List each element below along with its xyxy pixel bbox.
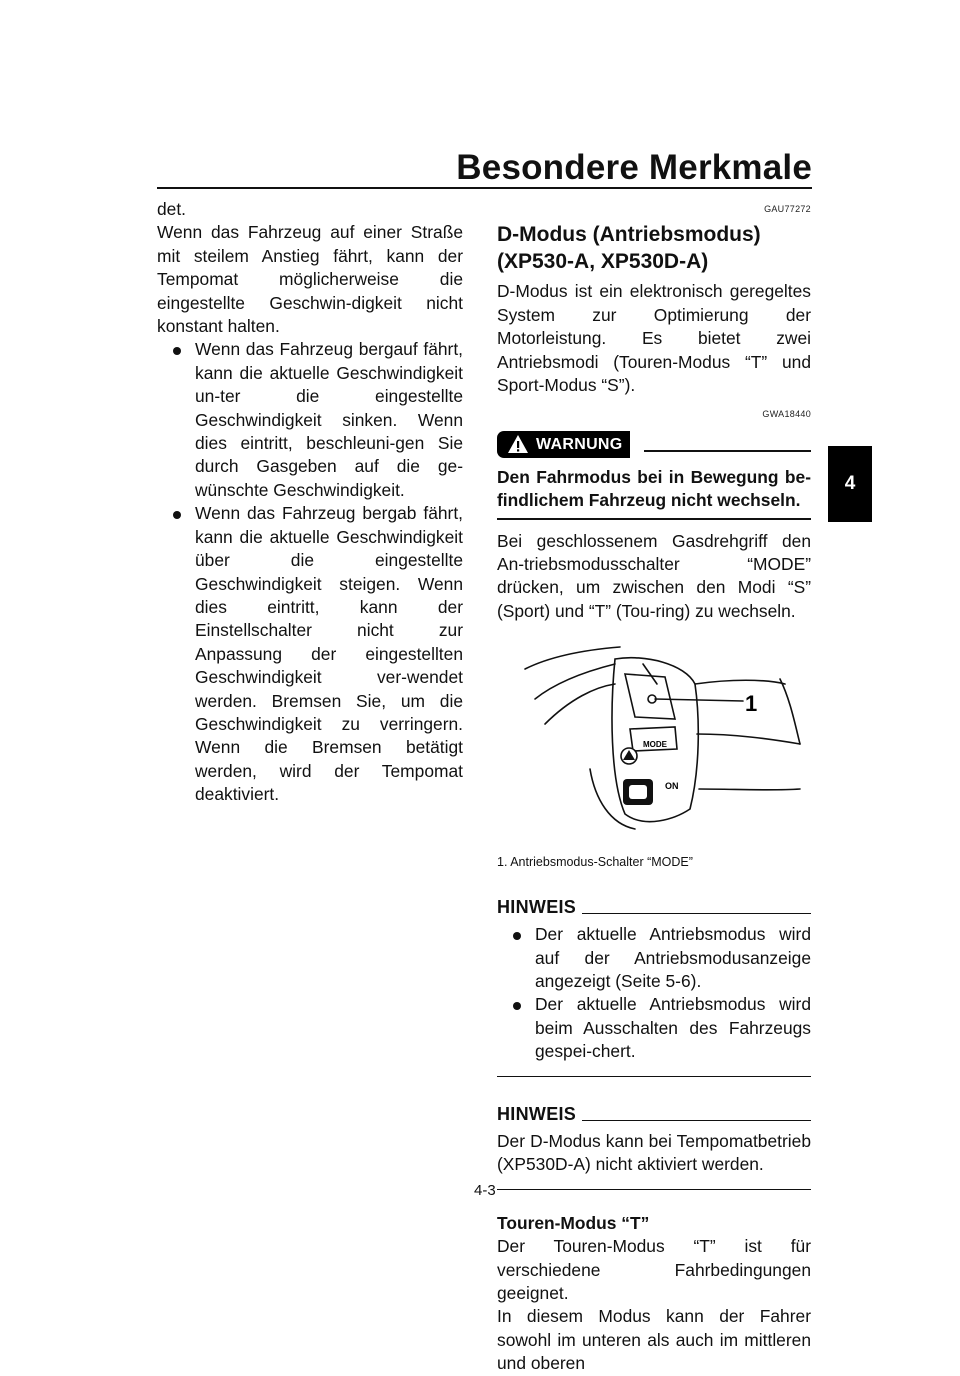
page-number: 4-3 [474,1182,496,1199]
list-item-text: Wenn das Fahrzeug bergauf fährt, kann die aktuelle Geschwindigkeit un-ter die eingestellte Geschwindigkeit sinken. Wenn dies eintritt, beschleuni-gen Sie durch Gasgeben auf die ge-wünschte Geschwindigkeit. [195,339,463,500]
note-end-rule [497,1189,811,1190]
paragraph: Der Touren-Modus “T” ist für verschiedene Fahrbedingungen geeignet. [497,1236,811,1303]
note-label: HINWEIS [497,896,577,917]
list-item [157,338,463,502]
mode-switch-label: MODE [643,740,667,750]
list-item [497,923,811,993]
paragraph: det. [157,199,187,219]
note-text: Der D-Modus kann bei Tempomatbetrieb (XP530D-A) nicht aktiviert werden. [497,1130,811,1175]
list-item-text: Der aktuelle Antriebsmodus wird auf der Antriebsmodusanzeige angezeigt (Seite 5-6). [535,924,811,991]
section-title: D-Modus (Antriebsmodus) (XP530-A, XP530D-A) [497,223,761,274]
list-item [497,993,811,1063]
subsection-heading: Touren-Modus “T” [497,1212,650,1233]
handlebar-switch-illustration [515,639,807,837]
note-header [497,896,811,919]
warning-header [497,431,811,458]
note-rule [582,1120,811,1121]
note-end-rule [497,1076,811,1077]
warning-end-rule [497,518,811,520]
paragraph: Wenn das Fahrzeug auf einer Straße mit steilem Anstieg fährt, kann der Tempomat möglicherweise die eingestellte Geschwin-digkeit nicht konstant halten. [157,222,463,337]
note-bullet-list [497,923,811,1063]
warning-rule [644,450,811,452]
bullet-icon [513,932,521,940]
header-rule [157,187,812,189]
list-item-text: Der aktuelle Antriebsmodus wird beim Ausschalten des Fahrzeugs gespei-chert. [535,994,811,1062]
warning-code: GWA18440 [762,409,811,420]
right-column [497,198,811,1376]
bullet-list [157,338,463,806]
warning-label: WARNUNG [536,435,623,453]
note-header [497,1103,811,1126]
chapter-tab: 4 [828,446,872,522]
on-switch-label: ON [665,781,679,792]
note-rule [582,913,811,914]
paragraph: In diesem Modus kann der Fahrer sowohl im unteren als auch im mittleren und oberen [497,1306,811,1374]
section-code: GAU77272 [764,204,811,214]
left-column [157,198,463,807]
warning-text: Den Fahrmodus bei in Bewegung be-findlichem Fahrzeug nicht wechseln. [497,466,811,511]
list-item-text: Wenn das Fahrzeug bergab fährt, kann die aktuelle Geschwindigkeit über die eingestellte Geschwindigkeit steigen. Wenn dies eintritt, kann der Einstellschalter nicht zur Anpassung der eingestellten Geschwindigkeit ver-wendet werden. Bremsen Sie, um die Geschwindigkeit zu verringern. Wenn die Bremsen betätigt werden, wird der Tempomat deaktiviert. [195,503,463,805]
page-header-title: Besondere Merkmale [456,148,812,187]
list-item [157,502,463,806]
callout-number: 1 [745,691,758,717]
bullet-icon [173,347,181,355]
bullet-icon [513,1002,521,1010]
note-label: HINWEIS [497,1103,577,1124]
bullet-icon [173,511,181,519]
warning-badge [497,431,630,458]
paragraph: Bei geschlossenem Gasdrehgriff den An-triebsmodusschalter “MODE” drücken, um zwischen den Modi “S” (Sport) und “T” (Tou-ring) zu wechseln. [497,530,811,621]
figure-caption: 1. Antriebsmodus-Schalter “MODE” [497,854,693,869]
paragraph: D-Modus ist ein elektronisch geregeltes System zur Optimierung der Motorleistung. Es bietet zwei Antriebsmodi (Touren-Modus “T” und Sport-Modus “S”). [497,281,811,396]
warning-triangle-icon [507,434,529,454]
